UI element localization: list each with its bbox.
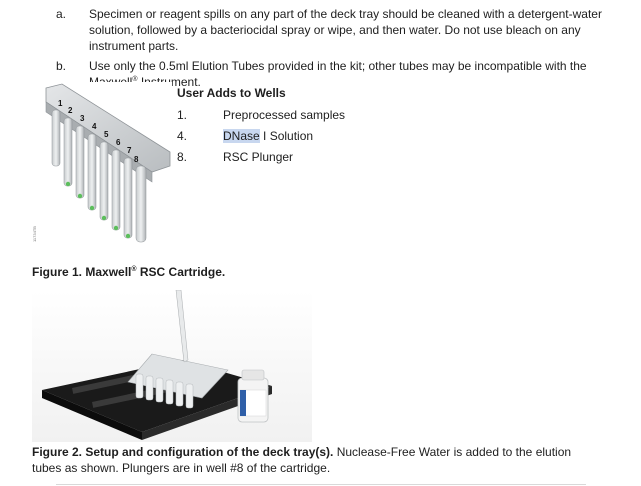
wells-legend-row (177, 108, 397, 122)
figure-code: 11734TB (32, 226, 37, 242)
list-marker: b. (56, 59, 67, 73)
well-number: 5 (104, 130, 109, 139)
well-number: 6 (116, 138, 121, 147)
well-number: 1 (58, 99, 63, 108)
list-item-a (56, 6, 626, 54)
well-number: 4 (92, 122, 97, 131)
well-index: 8. (177, 150, 188, 164)
wells-legend-row (177, 150, 397, 164)
well-index: 4. (177, 129, 188, 143)
list-item-text-main: Use only the 0.5ml Elution Tubes provided in the kit; other tubes may be incompatible with the Maxwell (89, 59, 587, 89)
caption-text: Nuclease-Free Water is added to the elution tubes as shown. Plungers are in well #8 of the cartridge. (32, 445, 572, 475)
list-marker: a. (56, 7, 67, 21)
page-divider (56, 484, 586, 485)
list-item-text-end: Instrument. (137, 75, 201, 89)
well-number: 2 (68, 106, 73, 115)
caption-bold-end: RSC Cartridge. (136, 265, 226, 279)
registered-mark: ® (132, 76, 138, 83)
instruction-list (56, 6, 626, 94)
well-number: 7 (127, 146, 132, 155)
wells-legend (177, 86, 397, 171)
highlighted-text: DNase (223, 129, 260, 143)
well-number: 3 (80, 114, 85, 123)
well-index: 1. (177, 108, 188, 122)
figure-1-caption (32, 264, 225, 280)
well-number: 8 (134, 155, 139, 164)
list-item-text: Specimen or reagent spills on any part of the deck tray should be cleaned with a detergent-water solution, followed by a bacteriocidal spray or wipe, and then water. Do not use bleach on any instrument parts. (89, 7, 602, 53)
registered-mark: ® (131, 266, 137, 273)
well-content (223, 129, 313, 143)
wells-legend-title: User Adds to Wells (177, 86, 286, 100)
cartridge-illustration (32, 82, 172, 247)
figure-2-caption (32, 444, 592, 476)
caption-bold: Figure 1. Maxwell (32, 265, 132, 279)
caption-bold: Figure 2. Setup and configuration of the deck tray(s). (32, 445, 334, 459)
deck-tray-photo (32, 290, 312, 442)
wells-legend-row (177, 129, 397, 143)
well-content-rest: I Solution (259, 129, 314, 143)
well-content: Preprocessed samples (223, 108, 346, 122)
well-content: RSC Plunger (223, 150, 294, 164)
